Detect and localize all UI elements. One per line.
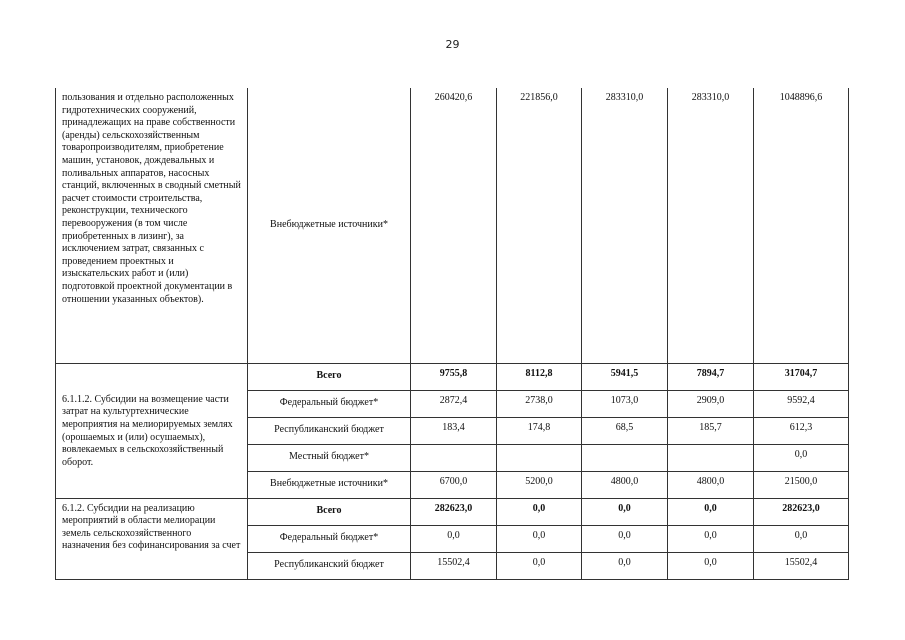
- table-row: [56, 363, 849, 390]
- value-cell: 283310,0: [582, 88, 668, 363]
- value-cell: 183,4: [411, 417, 497, 444]
- funding-source: Федеральный бюджет*: [248, 390, 411, 417]
- value-cell: 0,0: [411, 525, 497, 552]
- value-cell: 5941,5: [582, 363, 668, 390]
- value-cell: 0,0: [582, 525, 668, 552]
- value-cell: 15502,4: [411, 552, 497, 579]
- page-number: 29: [445, 38, 460, 51]
- value-cell: 15502,4: [754, 552, 849, 579]
- program-description: 6.1.2. Субсидии на реализацию мероприятий в области мелиорации земель сельскохозяйственного назначения без софинансирования за счет: [56, 498, 248, 579]
- value-cell: 6700,0: [411, 471, 497, 498]
- value-cell: 1048896,6: [754, 88, 849, 363]
- value-cell: [411, 444, 497, 471]
- value-cell: 8112,8: [497, 363, 582, 390]
- value-cell: 1073,0: [582, 390, 668, 417]
- table-row: [56, 88, 849, 363]
- value-cell: [497, 444, 582, 471]
- value-cell: 21500,0: [754, 471, 849, 498]
- value-cell: 4800,0: [582, 471, 668, 498]
- value-cell: 2872,4: [411, 390, 497, 417]
- value-cell: 68,5: [582, 417, 668, 444]
- value-cell: 0,0: [582, 552, 668, 579]
- value-cell: 221856,0: [497, 88, 582, 363]
- value-cell: 0,0: [497, 498, 582, 525]
- value-cell: 2909,0: [668, 390, 754, 417]
- funding-source: Всего: [248, 498, 411, 525]
- funding-source: Федеральный бюджет*: [248, 525, 411, 552]
- value-cell: 0,0: [497, 552, 582, 579]
- value-cell: 283310,0: [668, 88, 754, 363]
- value-cell: 4800,0: [668, 471, 754, 498]
- value-cell: 174,8: [497, 417, 582, 444]
- value-cell: 282623,0: [411, 498, 497, 525]
- funding-source: Внебюджетные источники*: [248, 88, 411, 363]
- value-cell: 9755,8: [411, 363, 497, 390]
- value-cell: 0,0: [668, 552, 754, 579]
- funding-source: Внебюджетные источники*: [248, 471, 411, 498]
- value-cell: [668, 444, 754, 471]
- value-cell: 612,3: [754, 417, 849, 444]
- value-cell: 0,0: [754, 525, 849, 552]
- value-cell: 260420,6: [411, 88, 497, 363]
- value-cell: 2738,0: [497, 390, 582, 417]
- budget-table: [55, 88, 849, 580]
- funding-source: Местный бюджет*: [248, 444, 411, 471]
- funding-source: Всего: [248, 363, 411, 390]
- table-row: [56, 498, 849, 525]
- value-cell: 0,0: [668, 498, 754, 525]
- value-cell: [582, 444, 668, 471]
- program-description: 6.1.1.2. Субсидии на возмещение части затрат на культуртехнические мероприятия на мелиорируемых землях (орошаемых и (или) осушаемых), вовлекаемых в сельскохозяйственный оборот.: [56, 363, 248, 498]
- value-cell: 9592,4: [754, 390, 849, 417]
- value-cell: 0,0: [497, 525, 582, 552]
- value-cell: 185,7: [668, 417, 754, 444]
- value-cell: 7894,7: [668, 363, 754, 390]
- funding-source: Республиканский бюджет: [248, 417, 411, 444]
- funding-source: Республиканский бюджет: [248, 552, 411, 579]
- value-cell: 0,0: [668, 525, 754, 552]
- value-cell: 0,0: [582, 498, 668, 525]
- program-description: пользования и отдельно расположенных гидротехнических сооружений, принадлежащих на праве собственности (аренды) сельскохозяйственным товаропроизводителям, приобретение машин, установок, дождевальных и поливальных аппаратов, насосных станций, включенных в сводный сметный расчет стоимости строительства, реконструкции, технического перевооружения (в том числе приобретенных в лизинг), за исключением затрат, связанных с проведением проектных и изыскательских работ и (или) подготовкой проектной документации в отношении указанных объектов).: [56, 88, 248, 363]
- value-cell: 31704,7: [754, 363, 849, 390]
- value-cell: 5200,0: [497, 471, 582, 498]
- value-cell: 0,0: [754, 444, 849, 471]
- value-cell: 282623,0: [754, 498, 849, 525]
